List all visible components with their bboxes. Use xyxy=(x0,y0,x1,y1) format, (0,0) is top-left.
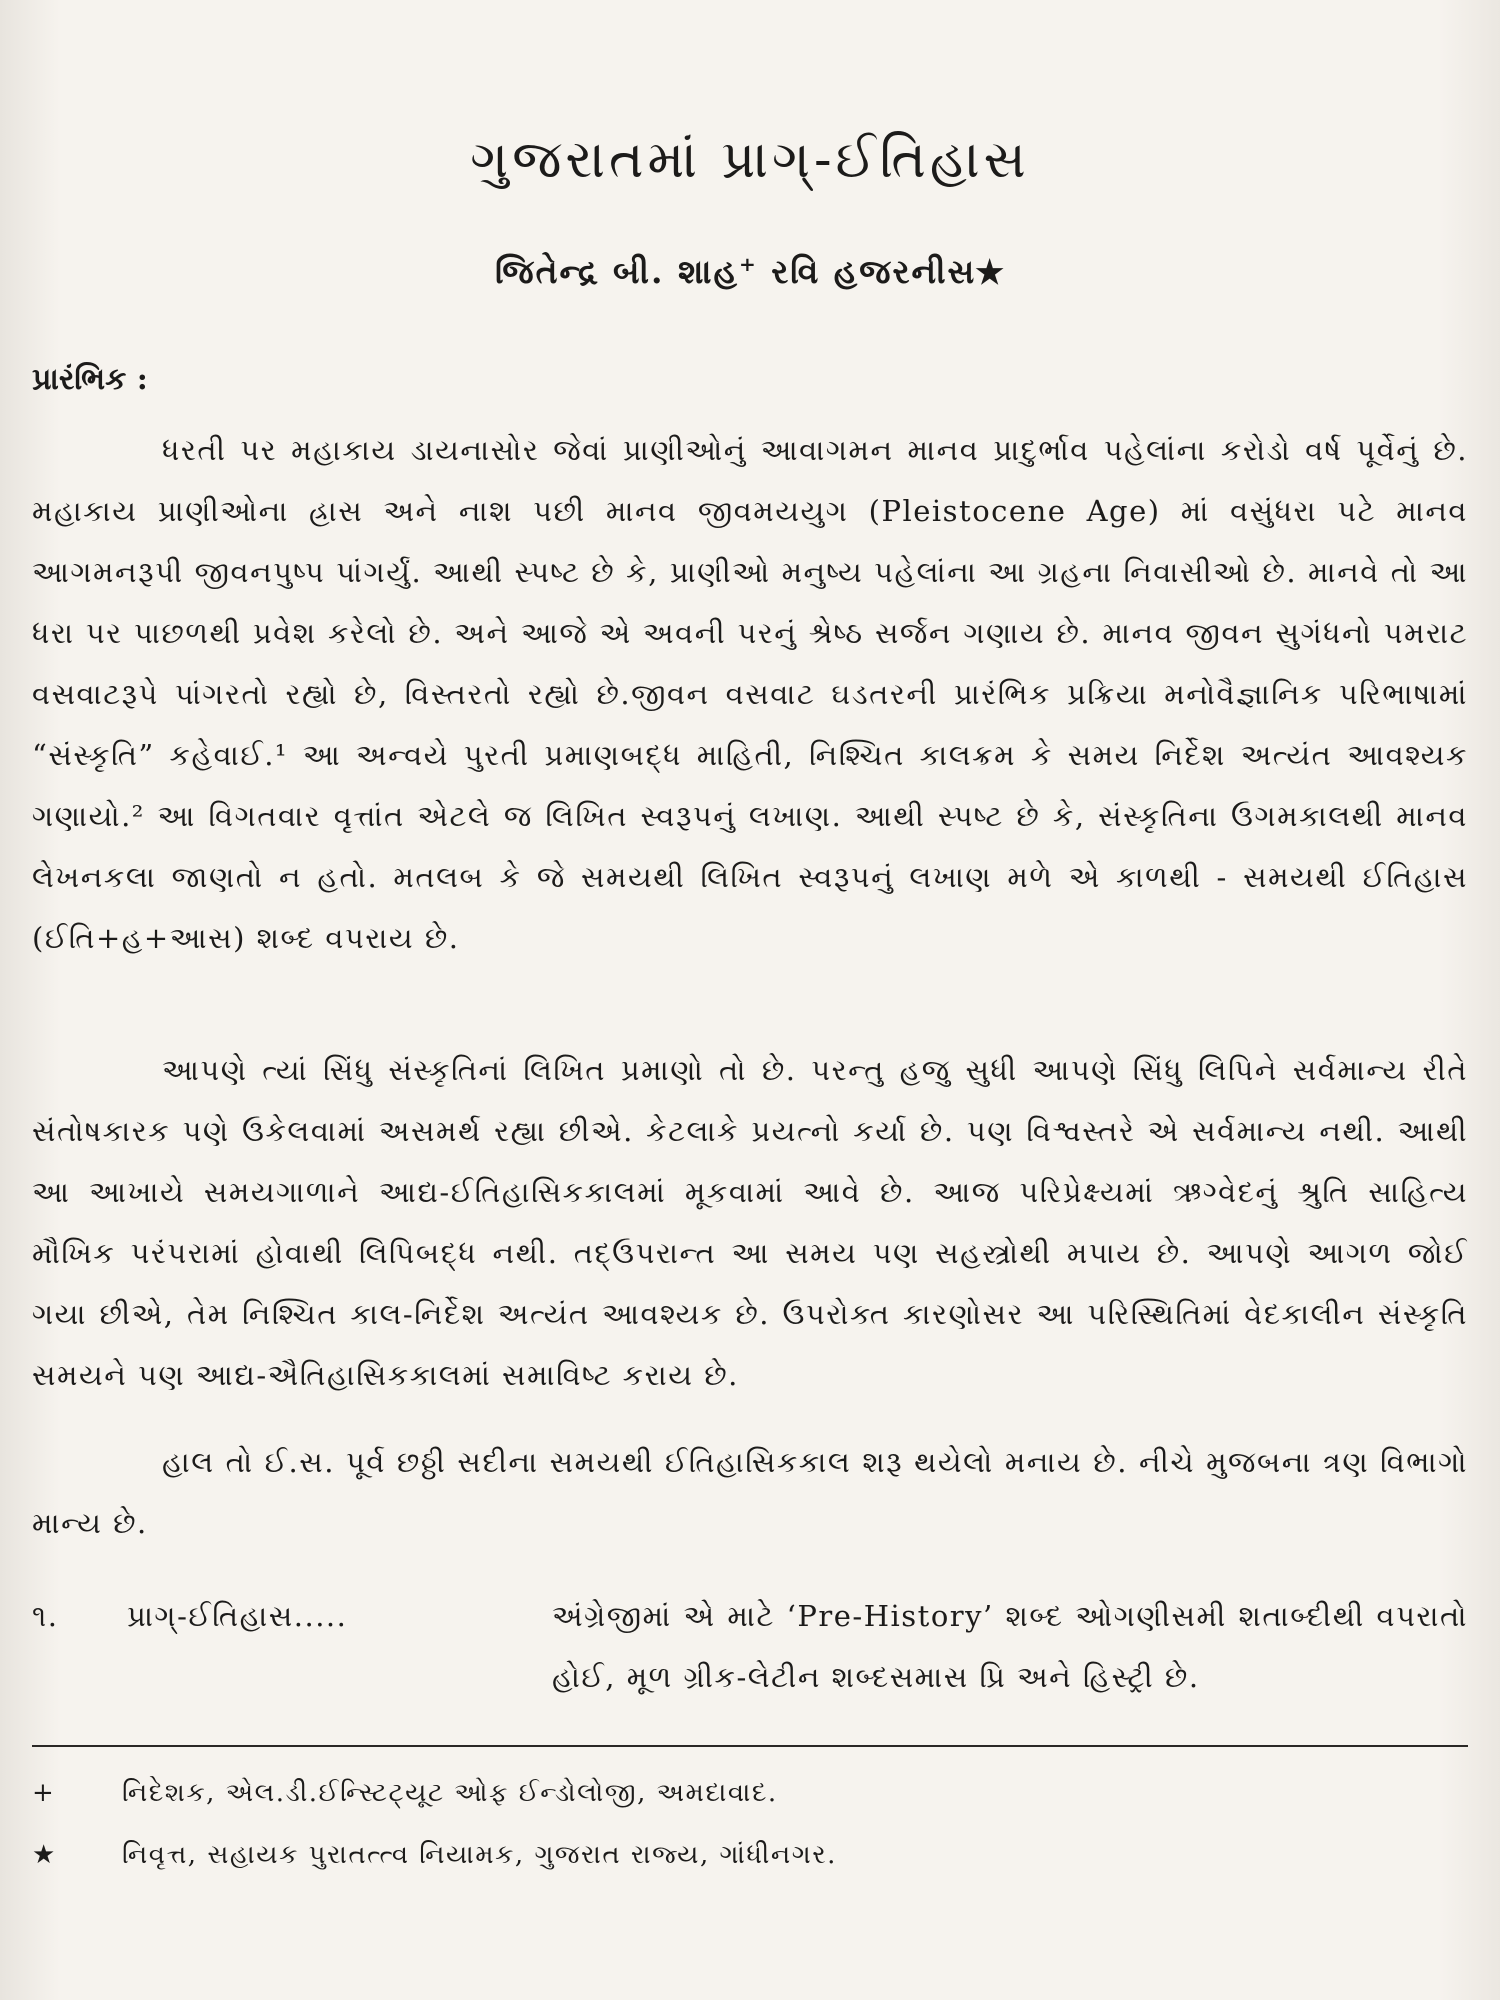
footnote xyxy=(32,1778,778,1809)
list-item-description: અંગ્રેજીમાં એ માટે ‘Pre-History’ શબ્દ ઓગણીસમી શતાબ્દીથી વપરાતો હોઈ, મૂળ ગ્રીક-લેટીન શબ્દસમાસ પ્રિ અને હિસ્ટ્રી છે. xyxy=(552,1599,1468,1694)
page-title: ગુજરાતમાં પ્રાગ્-ઈતિહાસ xyxy=(470,130,1030,190)
body-paragraph-block xyxy=(32,1040,1468,1406)
footnote-text: નિવૃત્ત, સહાયક પુરાતત્ત્વ નિયામક, ગુજરાત રાજ્ય, ગાંધીનગર. xyxy=(122,1840,837,1870)
body-paragraph: ધરતી પર મહાકાય ડાયનાસોર જેવાં પ્રાણીઓનું આવાગમન માનવ પ્રાદુર્ભાવ પહેલાંના કરોડો વર્ષ પૂર્વેનું છે. મહાકાય પ્રાણીઓના હ્રાસ અને નાશ પછી માનવ જીવમયયુગ (Pleistocene Age) માં વસુંધરા પટે માનવ આગમનરૂપી જીવનપુષ્પ પાંગર્યું. આથી સ્પષ્ટ છે કે, પ્રાણીઓ મનુષ્ય પહેલાંના આ ગ્રહના નિવાસીઓ છે. માનવે તો આ ધરા પર પાછળથી પ્રવેશ કરેલો છે. અને આજે એ અવની પરનું શ્રેષ્ઠ સર્જન ગણાય છે. માનવ જીવન સુગંધનો પમરાટ વસવાટરૂપે પાંગરતો રહ્યો છે, વિસ્તરતો રહ્યો છે.જીવન વસવાટ ઘડતરની પ્રારંભિક પ્રક્રિયા મનોવૈજ્ઞાનિક પરિભાષામાં “સંસ્કૃતિ” કહેવાઈ.¹ આ અન્વયે પુરતી પ્રમાણબદ્ધ માહિતી, નિશ્ચિત કાલક્રમ કે સમય નિર્દેશ અત્યંત આવશ્યક ગણાયો.² આ વિગતવાર વૃત્તાંત એટલે જ લિખિત સ્વરૂપનું લખાણ. આથી સ્પષ્ટ છે કે, સંસ્કૃતિના ઉગમકાલથી માનવ લેખનકલા જાણતો ન હતો. મતલબ કે જે સમયથી લિખિત સ્વરૂપનું લખાણ મળે એ કાળથી - સમયથી ઈતિહાસ (ઈતિ+હ+આસ) શબ્દ વપરાય છે. xyxy=(32,433,1468,955)
body-paragraph-block xyxy=(32,1432,1468,1554)
footnote-mark: + xyxy=(32,1778,56,1808)
footnote-mark: ★ xyxy=(32,1840,57,1870)
footnote xyxy=(32,1840,837,1871)
list-item-number: ૧. xyxy=(32,1599,59,1633)
body-paragraph: આપણે ત્યાં સિંધુ સંસ્કૃતિનાં લિખિત પ્રમાણો તો છે. પરન્તુ હજુ સુધી આપણે સિંધુ લિપિને સર્વમાન્ય રીતે સંતોષકારક પણે ઉકેલવામાં અસમર્થ રહ્યા છીએ. કેટલાકે પ્રયત્નો કર્યા છે. પણ વિશ્વસ્તરે એ સર્વમાન્ય નથી. આથી આ આખાયે સમયગાળાને આદ્ય-ઈતિહાસિકકાલમાં મૂકવામાં આવે છે. આજ પરિપ્રેક્ષ્યમાં ઋગ્વેદનું શ્રુતિ સાહિત્ય મૌખિક પરંપરામાં હોવાથી લિપિબદ્ધ નથી. તદ્ઉપરાન્ત આ સમય પણ સહસ્ત્રોથી મપાય છે. આપણે આગળ જોઈ ગયા છીએ, તેમ નિશ્ચિત કાલ-નિર્દેશ અત્યંત આવશ્યક છે. ઉપરોક્ત કારણોસર આ પરિસ્થિતિમાં વેદકાલીન સંસ્કૃતિ સમયને પણ આદ્ય-ઐતિહાસિકકાલમાં સમાવિષ્ટ કરાય છે. xyxy=(32,1053,1468,1392)
body-paragraph-block xyxy=(32,420,1468,969)
footnote-text: નિદેશક, એલ.ડી.ઈન્સ્ટિટ્યૂટ ઓફ ઈન્ડોલોજી, અમદાવાદ. xyxy=(122,1778,778,1808)
body-paragraph: હાલ તો ઈ.સ. પૂર્વ છઠ્ઠી સદીના સમયથી ઈતિહાસિકકાલ શરૂ થયેલો મનાય છે. નીચે મુજબના ત્રણ વિભાગો માન્ય છે. xyxy=(32,1445,1468,1540)
list-item-term: પ્રાગ્-ઈતિહાસ..... xyxy=(127,1599,348,1633)
section-heading: પ્રારંભિક : xyxy=(32,362,148,397)
footnote-divider xyxy=(32,1745,1468,1747)
author-footnote-mark: + xyxy=(738,252,758,276)
author-name: રવિ હજરનીસ xyxy=(757,252,977,291)
author-name: જિતેન્દ્ર બી. શાહ xyxy=(494,252,739,291)
author-line xyxy=(0,252,1500,292)
author-footnote-mark: ★ xyxy=(976,252,1006,291)
